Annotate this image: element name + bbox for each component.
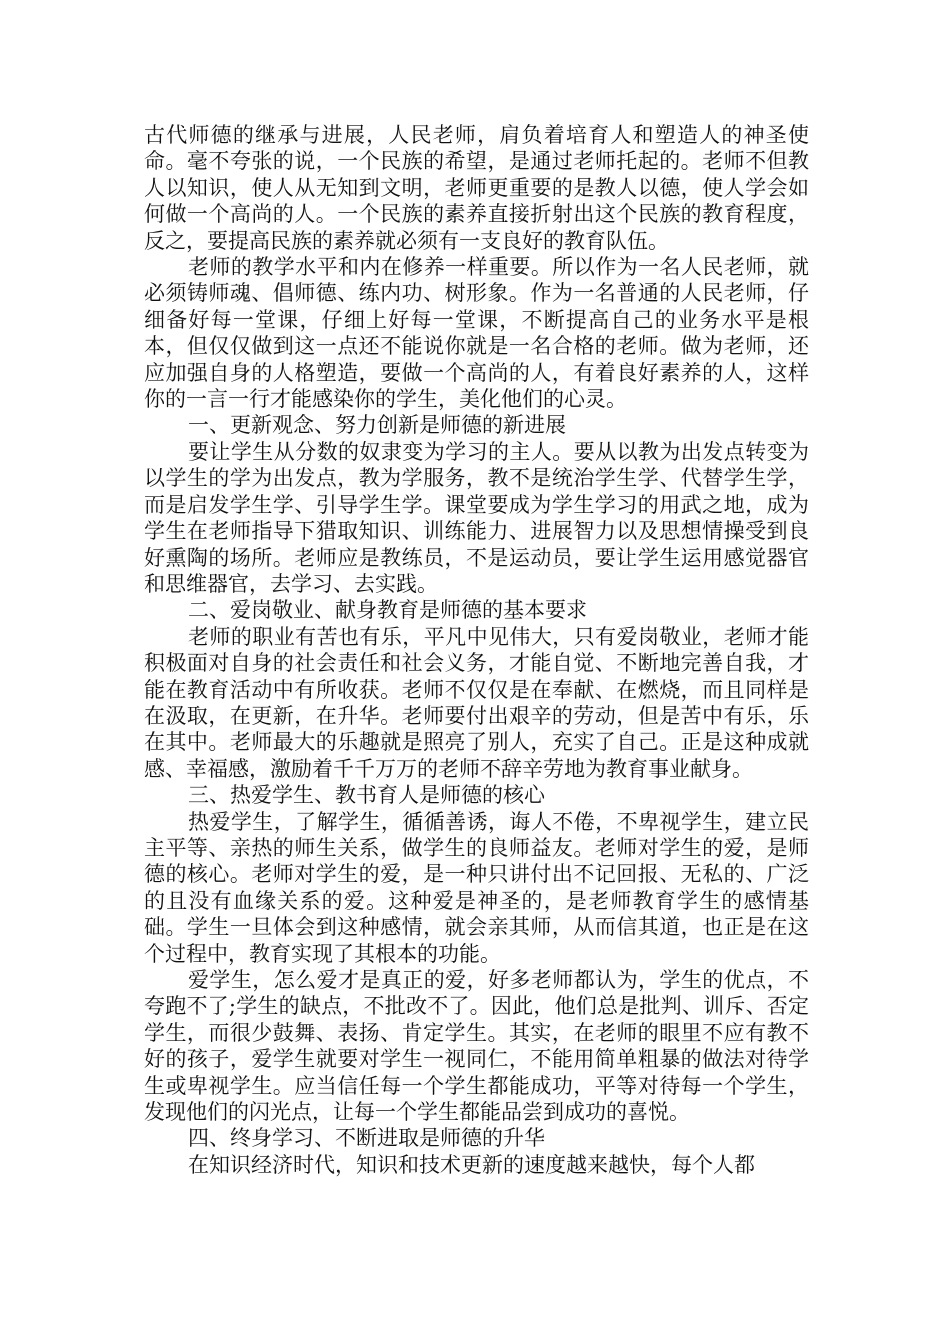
section-heading-4: 四、终身学习、不断进取是师德的升华 [188, 1126, 545, 1151]
section-heading-2: 二、爱岗敬业、献身教育是师德的基本要求 [188, 598, 587, 623]
paragraph-section-3b: 爱学生，怎么爱才是真正的爱，好多老师都认为，学生的优点，不夸跑不了;学生的缺点，不批改不了。因此，他们总是批判、训斥、否定学生，而很少鼓舞、表扬、肯定学生。其实，在老师的眼里不应有教不好的孩子，爱学生就要对学生一视同仁，不能用简单粗暴的做法对待学生或卑视学生。应当信任每一个学生都能成功，平等对待每一个学生，发现他们的闪光点，让每一个学生都能品尝到成功的喜悦。 [144, 968, 809, 1125]
section-heading-1: 一、更新观念、努力创新是师德的新进展 [188, 413, 566, 438]
document-page [144, 122, 809, 1178]
paragraph-section-4: 在知识经济时代，知识和技术更新的速度越来越快，每个人都 [188, 1152, 755, 1177]
paragraph-teaching-level: 老师的教学水平和内在修养一样重要。所以作为一名人民老师，就必须铸师魂、倡师德、练内功、树形象。作为一名普通的人民老师，仔细备好每一堂课，仔细上好每一堂课，不断提高自己的业务水平是根本，但仅仅做到这一点还不能说你就是一名合格的老师。做为老师，还应加强自身的人格塑造，要做一个高尚的人，有着良好素养的人，这样你的一言一行才能感染你的学生，美化他们的心灵。 [144, 255, 809, 412]
section-heading-3: 三、热爱学生、教书育人是师德的核心 [188, 783, 545, 808]
paragraph-section-2: 老师的职业有苦也有乐，平凡中见伟大，只有爱岗敬业，老师才能积极面对自身的社会责任和社会义务，才能自觉、不断地完善自我，才能在教育活动中有所收获。老师不仅仅是在奉献、在燃烧，而且同样是在汲取，在更新，在升华。老师要付出艰辛的劳动，但是苦中有乐，乐在其中。老师最大的乐趣就是照亮了别人，充实了自己。正是这种成就感、幸福感，激励着千千万万的老师不辞辛劳地为教育事业献身。 [144, 624, 809, 781]
paragraph-section-3a: 热爱学生，了解学生，循循善诱，诲人不倦，不卑视学生，建立民主平等、亲热的师生关系，做学生的良师益友。老师对学生的爱，是师德的核心。老师对学生的爱，是一种只讲付出不记回报、无私的、广泛的且没有血缘关系的爱。这种爱是神圣的，是老师教育学生的感情基础。学生一旦体会到这种感情，就会亲其师，从而信其道，也正是在这个过程中，教育实现了其根本的功能。 [144, 809, 809, 966]
paragraph-intro: 古代师德的继承与进展，人民老师，肩负着培育人和塑造人的神圣使命。毫不夸张的说，一个民族的希望，是通过老师托起的。老师不但教人以知识，使人从无知到文明，老师更重要的是教人以德，使人学会如何做一个高尚的人。一个民族的素养直接折射出这个民族的教育程度，反之，要提高民族的素养就必须有一支良好的教育队伍。 [144, 123, 809, 253]
paragraph-section-1: 要让学生从分数的奴隶变为学习的主人。要从以教为出发点转变为以学生的学为出发点，教为学服务，教不是统治学生学、代替学生学，而是启发学生学、引导学生学。课堂要成为学生学习的用武之地，成为学生在老师指导下猎取知识、训练能力、进展智力以及思想情操受到良好熏陶的场所。老师应是教练员，不是运动员，要让学生运用感觉器官和思维器官，去学习、去实践。 [144, 439, 809, 596]
